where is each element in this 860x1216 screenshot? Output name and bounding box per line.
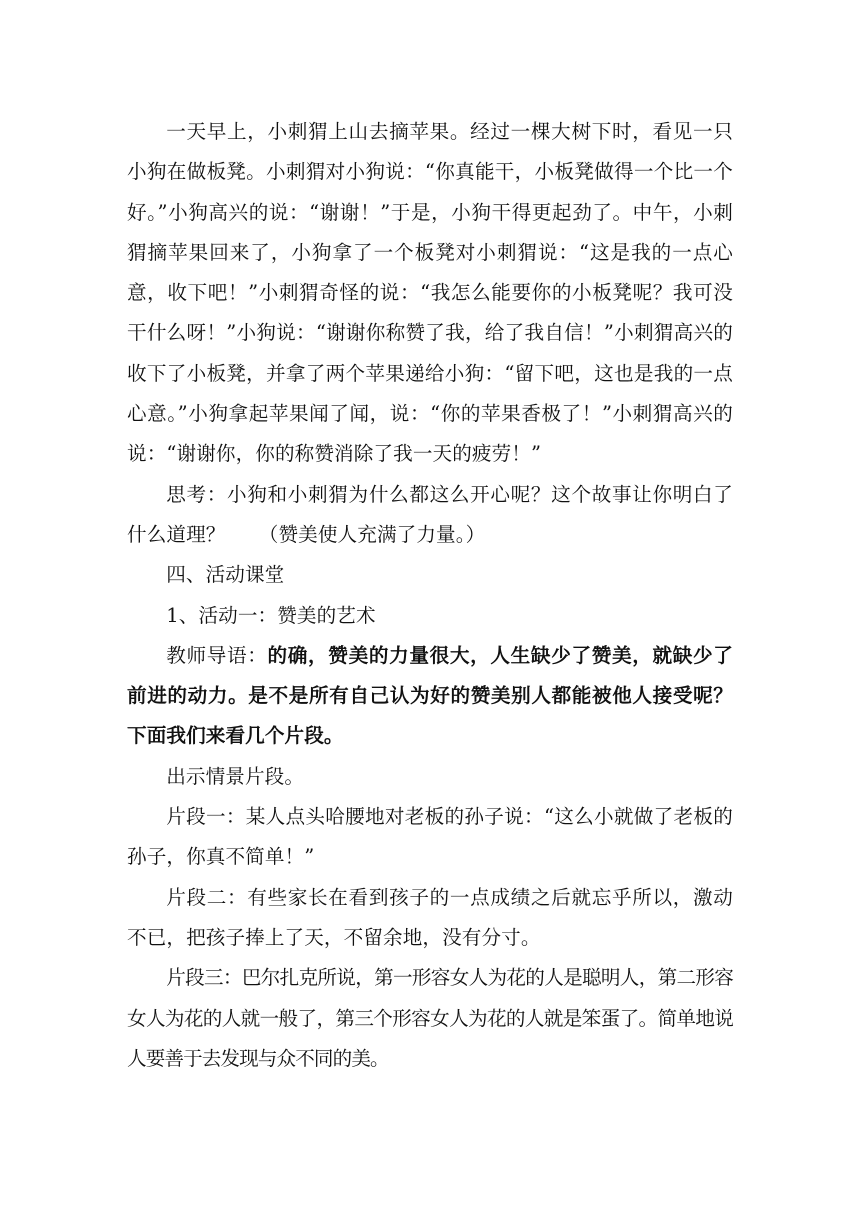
- scene-two-paragraph: 片段二：有些家长在看到孩子的一点成绩之后就忘乎所以，激动不已，把孩子捧上了天，不留余地，没有分寸。: [127, 885, 733, 949]
- thinking-answer: （赞美使人充满了力量。）: [258, 522, 486, 546]
- activity-heading: 1、活动一：赞美的艺术: [166, 603, 376, 627]
- scene-one-paragraph: 片段一：某人点头哈腰地对老板的孙子说：“这么小就做了老板的孙子，你真不简单！”: [127, 805, 733, 869]
- document-page: [127, 112, 733, 1079]
- story-paragraph: 一天早上，小刺猬上山去摘苹果。经过一棵大树下时，看见一只小狗在做板凳。小刺猬对小狗说：“你真能干，小板凳做得一个比一个好。”小狗高兴的说：“谢谢！”于是，小狗干得更起劲了。中午，小刺猬摘苹果回来了，小狗拿了一个板凳对小刺猬说：“这是我的一点心意，收下吧！”小刺猬奇怪的说：“我怎么能要你的小板凳呢？我可没干什么呀！”小狗说：“谢谢你称赞了我，给了我自信！”小刺猬高兴的收下了小板凳，并拿了两个苹果递给小狗：“留下吧，这也是我的一点心意。”小狗拿起苹果闻了闻，说：“你的苹果香极了！”小刺猬高兴的说：“谢谢你，你的称赞消除了我一天的疲劳！”: [127, 120, 733, 466]
- thinking-paragraph: [127, 475, 733, 556]
- teacher-intro-label: 教师导语：: [166, 643, 268, 667]
- thinking-question: 思考：小狗和小刺猬为什么都这么开心呢？这个故事让你明白了什么道理？: [127, 482, 733, 546]
- section-heading: 四、活动课堂: [166, 563, 285, 587]
- teacher-intro-text: 的确，赞美的力量很大，人生缺少了赞美，就缺少了前进的动力。是不是所有自己认为好的赞美别人都能被他人接受呢？下面我们来看几个片段。: [127, 643, 733, 748]
- show-scenes-line: 出示情景片段。: [166, 764, 305, 788]
- scene-three-paragraph: 片段三：巴尔扎克所说，第一形容女人为花的人是聪明人，第二形容女人为花的人就一般了，第三个形容女人为花的人就是笨蛋了。简单地说人要善于去发现与众不同的美。: [127, 966, 733, 1070]
- teacher-intro-paragraph: [127, 636, 733, 757]
